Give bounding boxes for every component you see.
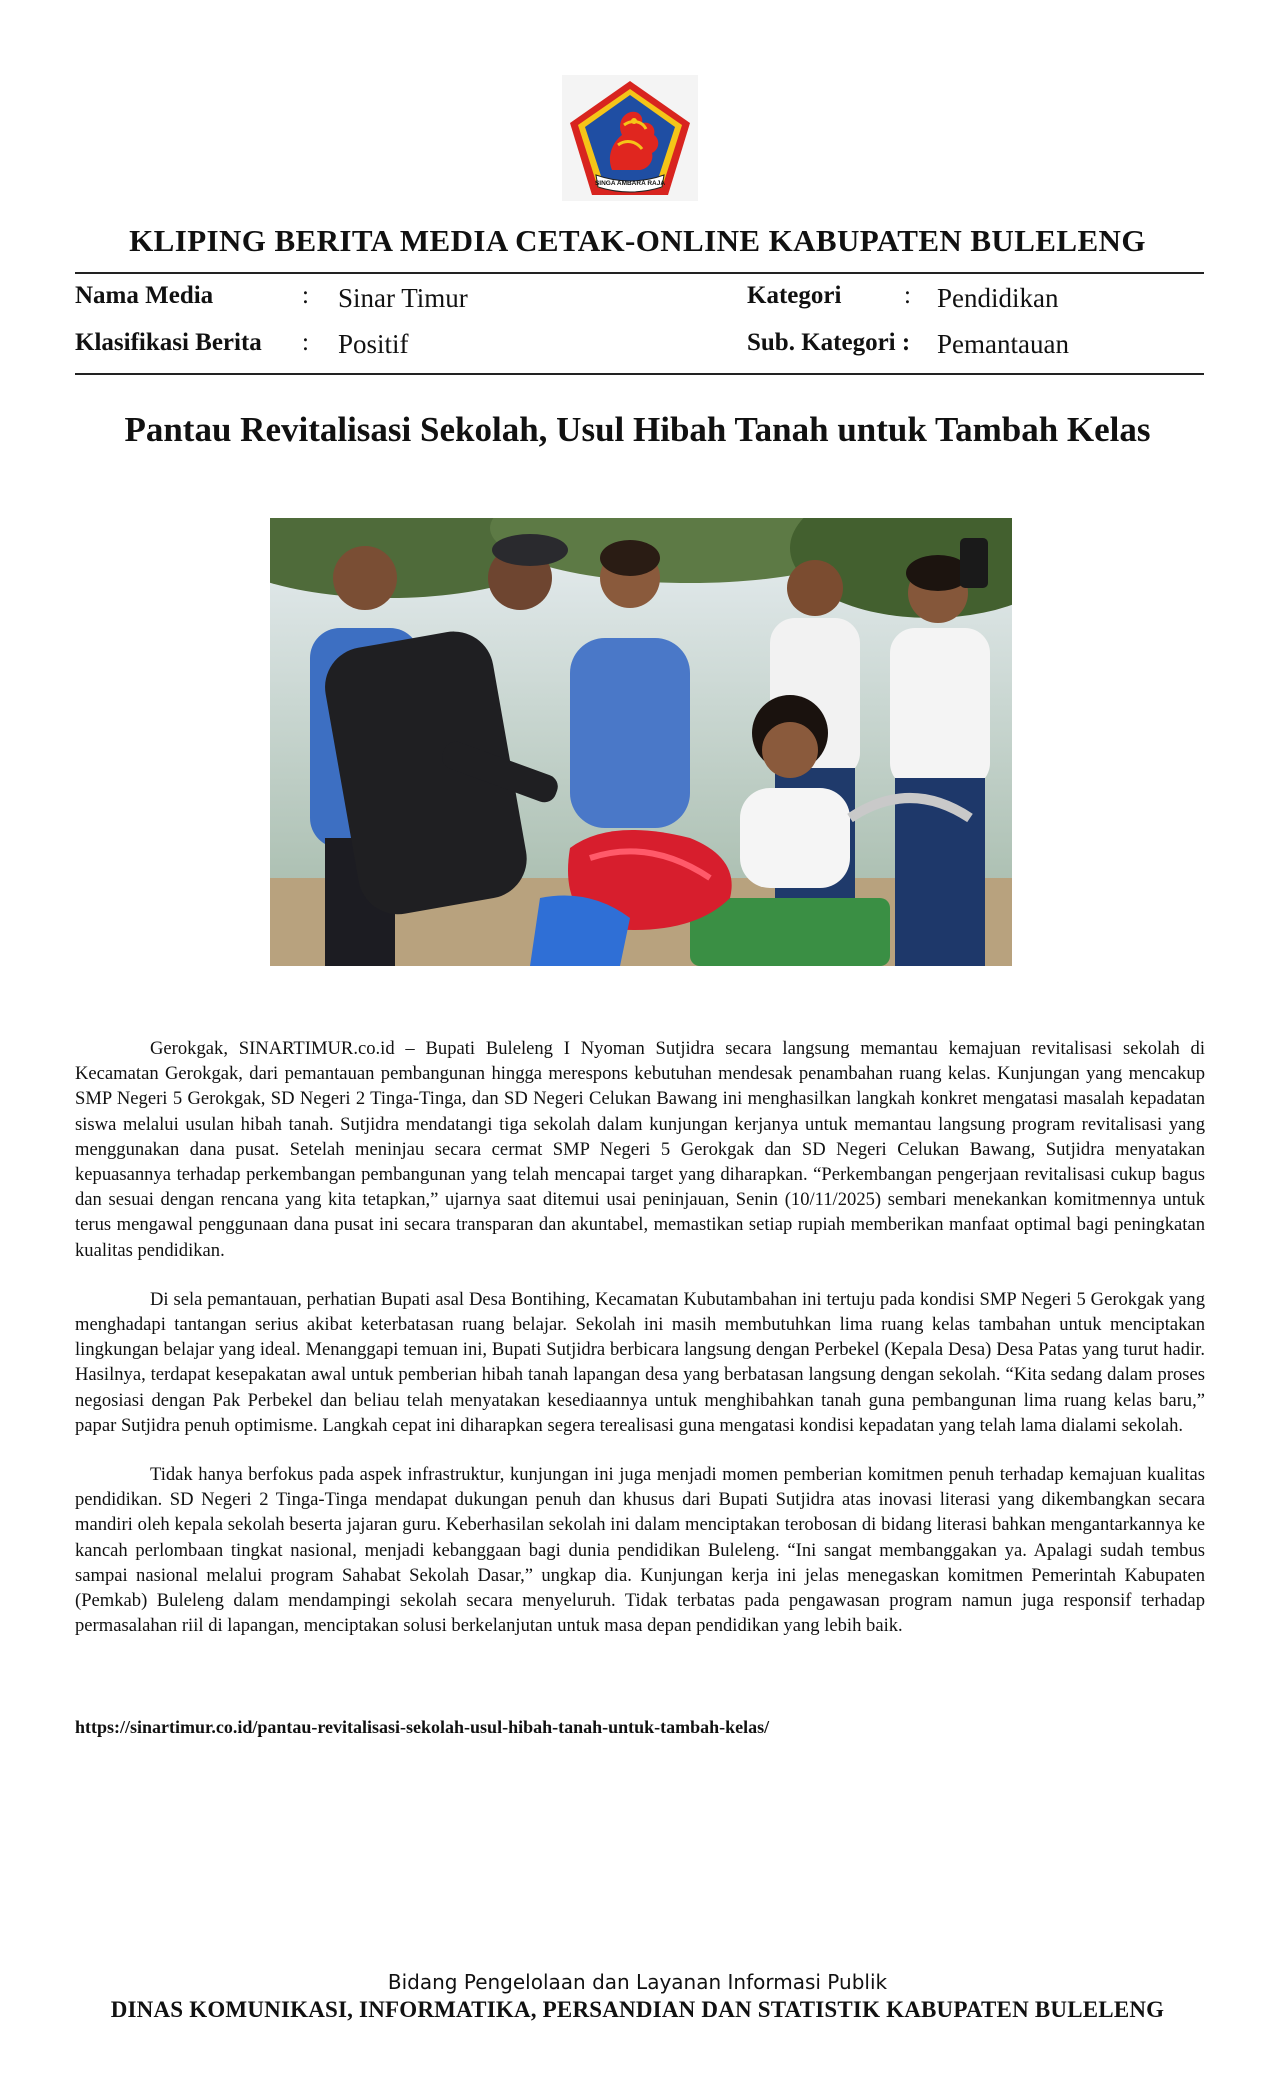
category-label: Kategori bbox=[747, 282, 842, 309]
logo-motto: SINGA AMBARA RAJA bbox=[594, 180, 666, 187]
footer-organization: DINAS KOMUNIKASI, INFORMATIKA, PERSANDIAN DAN STATISTIK KABUPATEN BULELENG bbox=[110, 1997, 1165, 2022]
news-classification-label: Klasifikasi Berita bbox=[75, 329, 262, 356]
media-name-label: Nama Media bbox=[75, 282, 214, 309]
media-name-value: Sinar Timur bbox=[338, 283, 468, 313]
category-value: Pendidikan bbox=[937, 283, 1059, 313]
header-bottom-rule bbox=[75, 373, 1204, 375]
subcategory-value: Pemantauan bbox=[937, 329, 1069, 359]
article-paragraph-2: Di sela pemantauan, perhatian Bupati asal Desa Bontihing, Kecamatan Kubutambahan ini tertuju pada kondisi SMP Negeri 5 Gerokgak yang menghadapi tantangan serius akibat keterbatasan ruang belajar. Sekolah ini masih membutuhkan lima ruang kelas tambahan untuk menciptakan lingkungan belajar yang ideal. Menanggapi temuan ini, Bupati Sutjidra berbicara langsung dengan Perbekel (Kepala Desa) Desa Patas yang turut hadir. Hasilnya, terdapat kesepakatan awal untuk pemberian hibah tanah lapangan desa yang berbatasan langsung dengan sekolah. “Kita sedang dalam proses negosiasi dengan Pak Perbekel dan beliau telah menyatakan kesediaannya untuk menghibahkan tanah guna pembangunan lima ruang kelas baru,” papar Sutjidra penuh optimisme. Langkah cepat ini diharapkan segera terealisasi guna mengatasi kondisi kepadatan yang telah lama dialami sekolah. bbox=[75, 1288, 1205, 1436]
header-top-rule bbox=[75, 272, 1204, 274]
clipping-header-title: KLIPING BERITA MEDIA CETAK-ONLINE KABUPATEN BULELENG bbox=[129, 223, 1146, 258]
article-headline: Pantau Revitalisasi Sekolah, Usul Hibah Tanah untuk Tambah Kelas bbox=[124, 410, 1151, 449]
media-name-colon: : bbox=[302, 282, 309, 309]
footer-department: Bidang Pengelolaan dan Layanan Informasi Publik bbox=[387, 1970, 888, 1994]
category-colon: : bbox=[904, 282, 911, 309]
news-photo bbox=[270, 518, 1012, 966]
source-url-link[interactable]: https://sinartimur.co.id/pantau-revitalisasi-sekolah-usul-hibah-tanah-untuk-tambah-kelas/ bbox=[75, 1717, 770, 1737]
buleleng-emblem-logo bbox=[562, 75, 698, 201]
subcategory-label: Sub. Kategori : bbox=[747, 329, 911, 356]
article-body bbox=[75, 1036, 1205, 1662]
news-classification-value: Positif bbox=[338, 329, 409, 359]
news-classification-colon: : bbox=[302, 329, 309, 356]
article-paragraph-1: Gerokgak, SINARTIMUR.co.id – Bupati Buleleng I Nyoman Sutjidra secara langsung memantau kemajuan revitalisasi sekolah di Kecamatan Gerokgak, dari pemantauan pembangunan hingga merespons kebutuhan mendesak penambahan ruang kelas. Kunjungan yang mencakup SMP Negeri 5 Gerokgak, SD Negeri 2 Tinga-Tinga, dan SD Negeri Celukan Bawang ini menghasilkan langkah konkret mengatasi masalah kepadatan siswa melalui usulan hibah tanah. Sutjidra mendatangi tiga sekolah dalam kunjungan kerjanya untuk memantau langsung program revitalisasi yang menggunakan dana pusat. Setelah meninjau secara cermat SMP Negeri 5 Gerokgak dan SD Negeri Celukan Bawang, Sutjidra menyatakan kepuasannya terhadap perkembangan pembangunan yang telah mencapai target yang diharapkan. “Perkembangan pengerjaan revitalisasi cukup bagus dan sesuai dengan rencana yang kita tetapkan,” ujarnya saat ditemui usai peninjauan, Senin (10/11/2025) sembari menekankan komitmennya untuk terus mengawal penggunaan dana pusat ini secara transparan dan akuntabel, memastikan setiap rupiah memberikan manfaat optimal bagi peningkatan kualitas pendidikan. bbox=[75, 1038, 1205, 1261]
article-paragraph-3: Tidak hanya berfokus pada aspek infrastruktur, kunjungan ini juga menjadi momen pemberian komitmen penuh terhadap kemajuan kualitas pendidikan. SD Negeri 2 Tinga-Tinga mendapat dukungan penuh dan khusus dari Bupati Sutjidra atas inovasi literasi yang dikembangkan secara mandiri oleh kepala sekolah beserta jajaran guru. Keberhasilan sekolah ini dalam menciptakan terobosan di bidang literasi bahkan mengantarkannya ke kancah perlombaan tingkat nasional, menjadi kebanggaan bagi dunia pendidikan Buleleng. “Ini sangat membanggakan ya. Apalagi sudah tembus sampai nasional melalui program Sahabat Sekolah Dasar,” ungkap dia. Kunjungan kerja ini jelas menegaskan komitmen Pemerintah Kabupaten (Pemkab) Buleleng dalam mendampingi sekolah secara menyeluruh. Tidak terbatas pada pengawasan program namun juga responsif terhadap permasalahan riil di lapangan, menciptakan solusi berkelanjutan untuk masa depan pendidikan yang lebih baik. bbox=[75, 1464, 1205, 1637]
